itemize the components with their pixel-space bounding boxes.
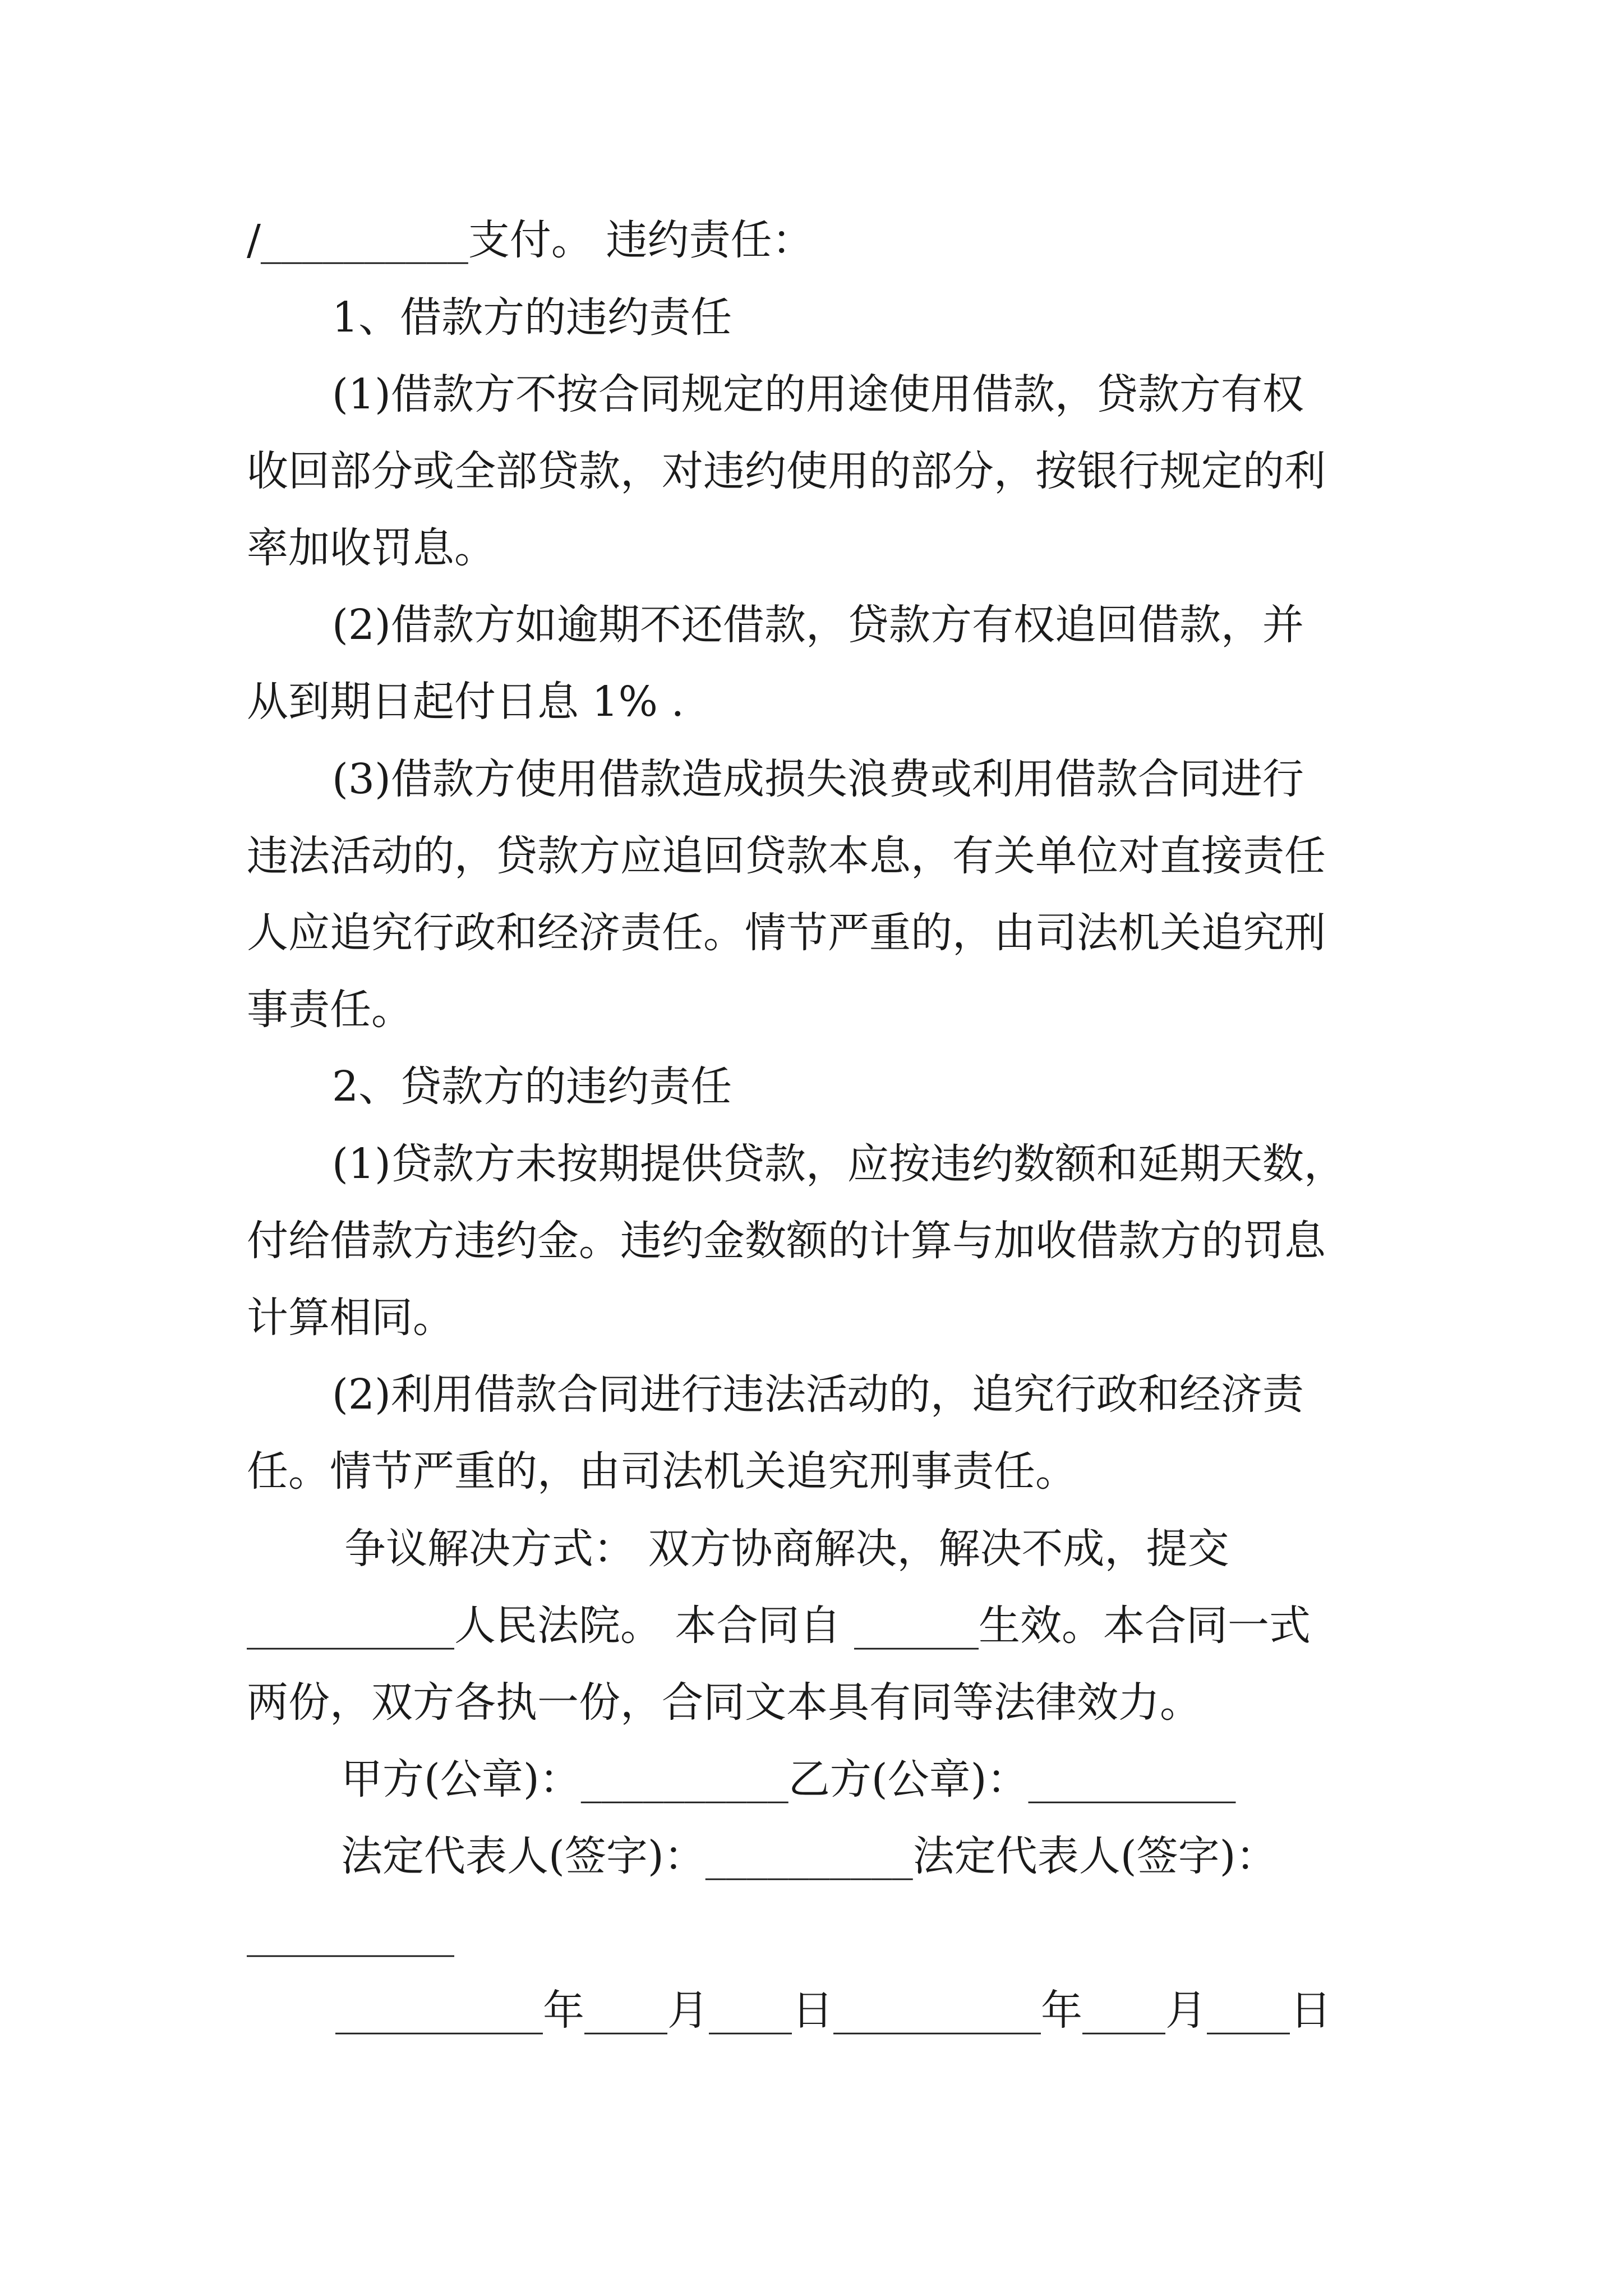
paragraph-line: (2)借款方如逾期不还借款，贷款方有权追回借款，并 bbox=[332, 601, 1304, 649]
paragraph-line: 两份，双方各执一份，合同文本具有同等法律效力。 bbox=[247, 1678, 1201, 1727]
paragraph-line: 付给借款方违约金。违约金数额的计算与加收借款方的罚息 bbox=[247, 1217, 1326, 1265]
section-heading: 2、贷款方的违约责任 bbox=[332, 1062, 732, 1111]
paragraph-line: /__________支付。 违约责任： bbox=[247, 216, 814, 264]
signature-line-party: 甲方(公章)：__________乙方(公章)：__________ bbox=[341, 1755, 1236, 1803]
date-line: __________年____月____日__________年____月____日 bbox=[335, 1986, 1331, 2035]
paragraph-line: (2)利用借款合同进行违法活动的，追究行政和经济责 bbox=[332, 1370, 1304, 1419]
paragraph-line: __________人民法院。 本合同自 ______生效。本合同一式 bbox=[247, 1602, 1311, 1650]
signature-blank: __________ bbox=[247, 1909, 454, 1957]
section-heading: 1、借款方的违约责任 bbox=[332, 293, 732, 342]
paragraph-line: 争议解决方式： 双方协商解决，解决不成，提交 bbox=[344, 1525, 1229, 1573]
paragraph-line: 人应追究行政和经济责任。情节严重的，由司法机关追究刑 bbox=[247, 909, 1326, 957]
paragraph-line: 收回部分或全部贷款，对违约使用的部分，按银行规定的利 bbox=[247, 447, 1326, 495]
paragraph-line: (3)借款方使用借款造成损失浪费或利用借款合同进行 bbox=[332, 755, 1304, 803]
paragraph-line: 从到期日起付日息 1% . bbox=[247, 678, 684, 726]
paragraph-line: 率加收罚息。 bbox=[247, 524, 496, 572]
paragraph-line: 违法活动的，贷款方应追回贷款本息，有关单位对直接责任 bbox=[247, 832, 1326, 880]
signature-line-representative: 法定代表人(签字)：__________法定代表人(签字)： bbox=[341, 1832, 1278, 1880]
paragraph-line: 事责任。 bbox=[247, 986, 413, 1034]
paragraph-line: (1)贷款方未按期提供贷款，应按违约数额和延期天数， bbox=[332, 1140, 1345, 1188]
paragraph-line: 任。情节严重的，由司法机关追究刑事责任。 bbox=[247, 1447, 1077, 1496]
paragraph-line: (1)借款方不按合同规定的用途使用借款，贷款方有权 bbox=[332, 370, 1304, 418]
paragraph-line: 计算相同。 bbox=[247, 1294, 454, 1342]
